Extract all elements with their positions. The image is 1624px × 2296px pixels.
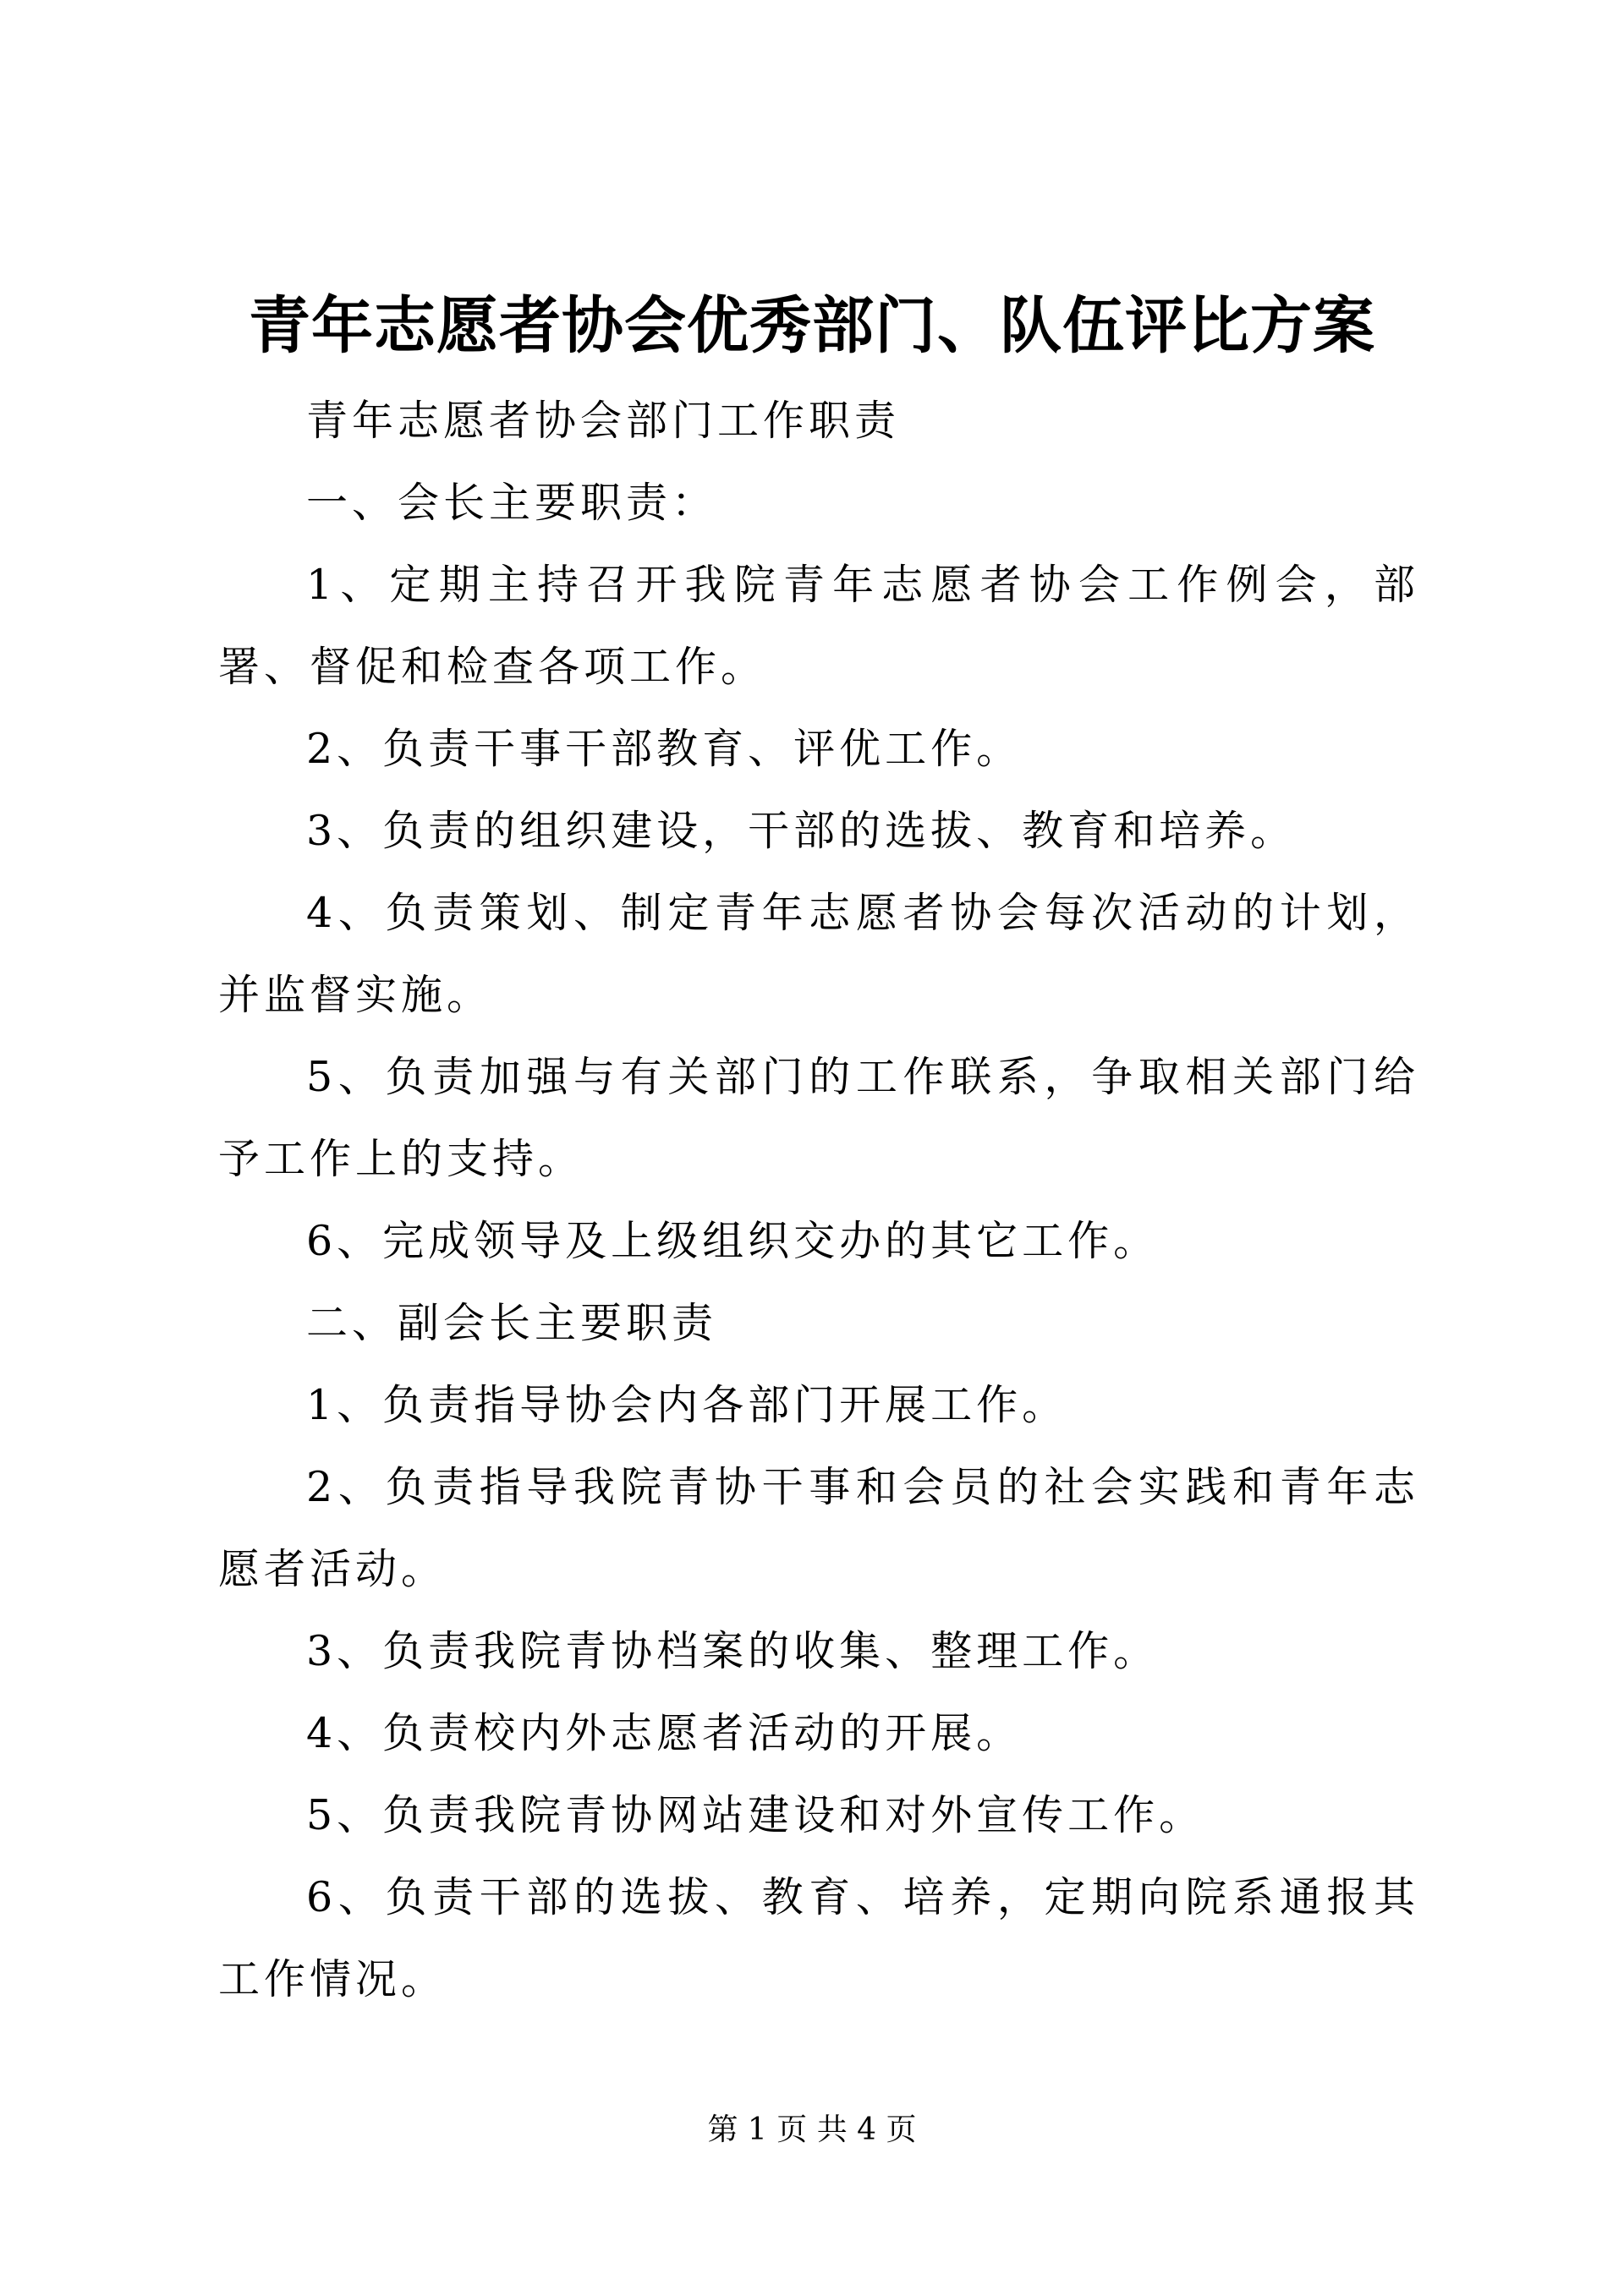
paragraph-president-heading: 一、会长主要职责：	[306, 479, 718, 527]
document-title: 青年志愿者协会优秀部门、队伍评比方案	[249, 289, 1375, 362]
paragraph-vice-president-item-4: 4、负责校内外志愿者活动的开展。	[306, 1709, 1023, 1757]
paragraph-vice-president-item-6: 6、负责干部的选拔、教育、培养，定期向院系通报其工作情况。	[218, 1873, 1419, 2003]
document-body	[218, 380, 1419, 2020]
paragraph-vice-president-item-1: 1、负责指导协会内各部门开展工作。	[306, 1381, 1068, 1429]
paragraph-president-item-4: 4、负责策划、制定青年志愿者协会每次活动的计划，并监督实施。	[218, 889, 1419, 1019]
paragraph-president-item-2: 2、负责干事干部教育、评优工作。	[306, 725, 1023, 773]
paragraph-section-heading: 青年志愿者协会部门工作职责	[306, 397, 901, 445]
paragraph-vice-president-heading: 二、副会长主要职责	[306, 1299, 718, 1347]
paragraph-president-item-1: 1、定期主持召开我院青年志愿者协会工作例会，部署、督促和检查各项工作。	[218, 561, 1419, 691]
paragraph-vice-president-item-5: 5、负责我院青协网站建设和对外宣传工作。	[306, 1791, 1205, 1839]
paragraph-vice-president-item-3: 3、负责我院青协档案的收集、整理工作。	[306, 1627, 1160, 1675]
paragraph-president-item-5: 5、负责加强与有关部门的工作联系，争取相关部门给予工作上的支持。	[218, 1053, 1419, 1183]
paragraph-president-item-3: 3、负责的组织建设，干部的选拔、教育和培养。	[306, 807, 1297, 855]
paragraph-president-item-6: 6、完成领导及上级组织交办的其它工作。	[306, 1217, 1160, 1265]
paragraph-vice-president-item-2: 2、负责指导我院青协干事和会员的社会实践和青年志愿者活动。	[218, 1463, 1419, 1593]
page-footer: 第 1 页 共 4 页	[707, 2112, 917, 2147]
